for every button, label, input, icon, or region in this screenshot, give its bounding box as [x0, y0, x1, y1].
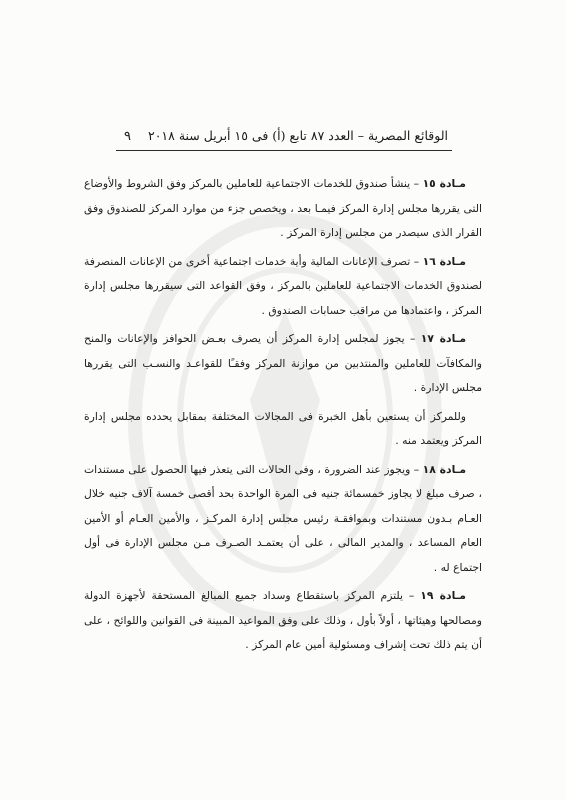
article-label: مـادة ١٨ [422, 462, 466, 476]
article-text: – يلتزم المركز باستقطاع وسداد جميع المبالغ المستحقة لأجهزة الدولة ومصالحها وهيئاتها ، أولاً بأول ، وذلك على وفق المواعيد المبينة فى القوانين واللوائح ، على أن يتم ذلك تحت إشراف ومسئولية أمين عام المركز . [84, 589, 482, 651]
article-text: – تصرف الإعانات المالية وأية خدمات اجتماعية أخرى من الإعانات المنصرفة لصندوق الخدمات الاجتماعية للعاملين بالمركز ، وفق القواعد التى سيقررها مجلس إدارة المركز ، واعتمادها من مراقب حسابات الصندوق . [84, 254, 482, 317]
article-text: – يجوز لمجلس إدارة المركز أن يصرف بعـض الحوافز والإعانات والمنح والمكافآت للعاملين والمنتدبين من موازنة المركز وفقـًا للقواعـد والنسـب التى يقررها مجلس الإدارة . [84, 332, 482, 394]
paragraph-text: وللمركز أن يستعين بأهل الخبرة فى المجالات المختلفة بمقابل يحدده مجلس إدارة المركز ويعتمد منه . [84, 409, 482, 447]
article-16 [84, 250, 482, 324]
article-text: – ويجوز عند الضرورة ، وفى الحالات التى يتعذر فيها الحصول على مستندات ، صرف مبلغ لا يجاوز خمسمائة جنيه فى المرة الواحدة بحد أقصى خمسة آلاف جنيه خلال العـام بـدون مستندات وبموافقـة رئيس مجلس إدارة المركـز ، والأمين العـام أو الأمين العام المساعد ، والمدير المالى ، على أن يعتمـد الصـرف مـن مجلس الإدارة فى أول اجتماع له . [84, 462, 482, 574]
article-18 [84, 458, 482, 581]
page-number: ٩ [124, 129, 131, 144]
header-title: الوقائع المصرية – العدد ٨٧ تابع (أ) فى ١٥ أبريل سنة ٢٠١٨ [147, 128, 448, 143]
article-label: مـادة ١٧ [420, 332, 466, 345]
article-text: – ينشأ صندوق للخدمات الاجتماعية للعاملين بالمركز وفق الشروط والأوضاع التى يقررها مجلس إدارة المركز فيمـا بعد ، ويخصص جزء من موارد المركز للصندوق وفق القرار الذى سيصدر من مجلس إدارة المركز . [84, 177, 482, 239]
article-label: مـادة ١٥ [422, 177, 466, 190]
article-17-paragraph [84, 405, 482, 454]
header-divider [116, 150, 452, 151]
article-17 [84, 327, 482, 401]
article-15 [84, 172, 482, 246]
article-label: مـادة ١٦ [422, 254, 466, 268]
document-body [84, 172, 482, 662]
page-header [118, 128, 448, 144]
article-19 [84, 584, 482, 658]
article-label: مـادة ١٩ [420, 589, 466, 602]
